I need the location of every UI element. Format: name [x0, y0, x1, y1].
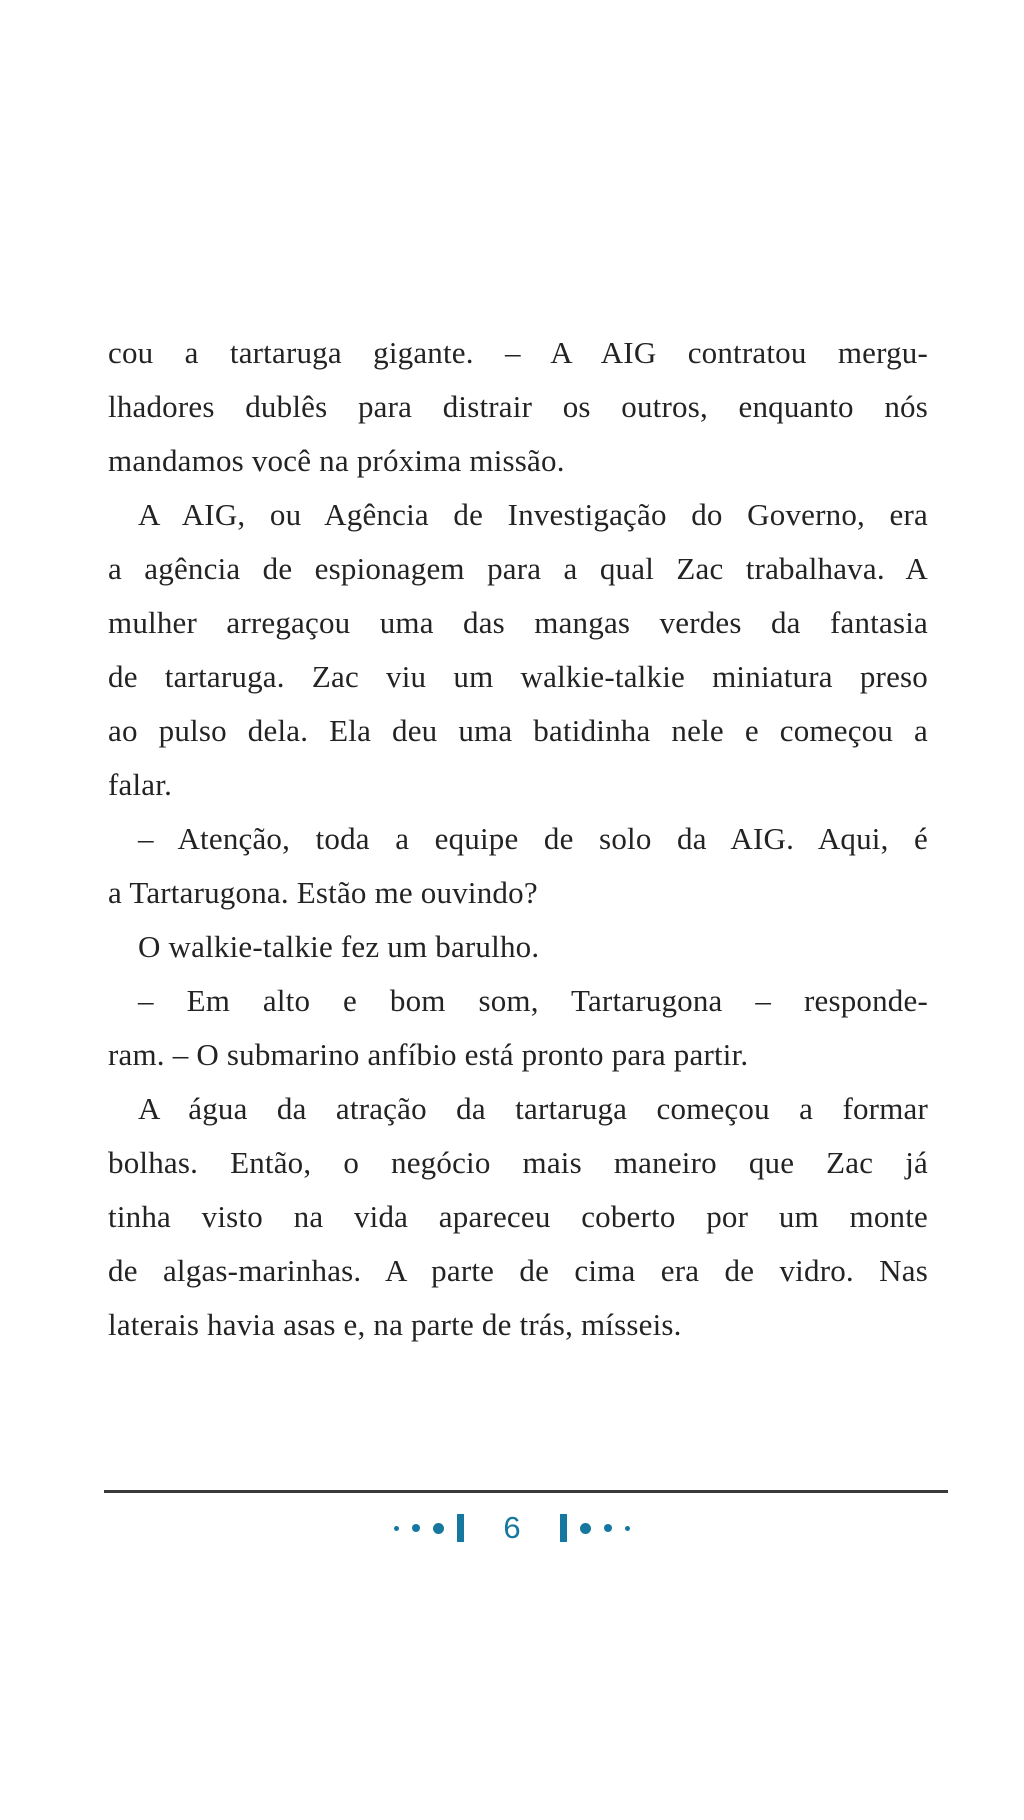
text-line: ram. – O submarino anfíbio está pronto para partir. — [108, 1037, 749, 1072]
text-line: O walkie-talkie fez um barulho. — [138, 929, 540, 964]
ornament-dot-icon — [433, 1523, 444, 1534]
text-line: – Em alto e bom som, Tartarugona – responde- — [138, 983, 928, 1018]
text-line: bolhas. Então, o negócio mais maneiro que Zac já — [108, 1145, 928, 1180]
ornament-dot-icon — [625, 1526, 630, 1531]
text-line: – Atenção, toda a equipe de solo da AIG. Aqui, é — [138, 821, 928, 856]
text-line: a Tartarugona. Estão me ouvindo? — [108, 875, 538, 910]
page-footer — [0, 1508, 1024, 1548]
page-text — [108, 326, 928, 1352]
ornament-dot-icon — [580, 1523, 591, 1534]
ornament-dot-icon — [412, 1524, 420, 1532]
text-line: lhadores dublês para distrair os outros, enquanto nós — [108, 389, 928, 424]
text-line: tinha visto na vida apareceu coberto por um monte — [108, 1199, 928, 1234]
ornament-bar-icon — [560, 1514, 567, 1542]
text-line: cou a tartaruga gigante. – A AIG contratou mergu- — [108, 335, 928, 370]
ornament-dot-icon — [604, 1524, 612, 1532]
ornament-dot-icon — [394, 1526, 399, 1531]
text-line: mandamos você na próxima missão. — [108, 443, 565, 478]
text-line: laterais havia asas e, na parte de trás, mísseis. — [108, 1307, 682, 1342]
text-line: ao pulso dela. Ela deu uma batidinha nele e começou a — [108, 713, 928, 748]
footer-rule — [104, 1490, 948, 1493]
page-number: 6 — [503, 1510, 521, 1545]
ornament-bar-icon — [457, 1514, 464, 1542]
text-line: falar. — [108, 767, 173, 802]
text-line: a agência de espionagem para a qual Zac trabalhava. A — [108, 551, 928, 586]
text-line: de algas-marinhas. A parte de cima era de vidro. Nas — [108, 1253, 928, 1288]
text-line: mulher arregaçou uma das mangas verdes da fantasia — [108, 605, 928, 640]
text-line: A AIG, ou Agência de Investigação do Governo, era — [138, 497, 928, 532]
text-line: de tartaruga. Zac viu um walkie-talkie miniatura preso — [108, 659, 928, 694]
text-line: A água da atração da tartaruga começou a formar — [138, 1091, 928, 1126]
